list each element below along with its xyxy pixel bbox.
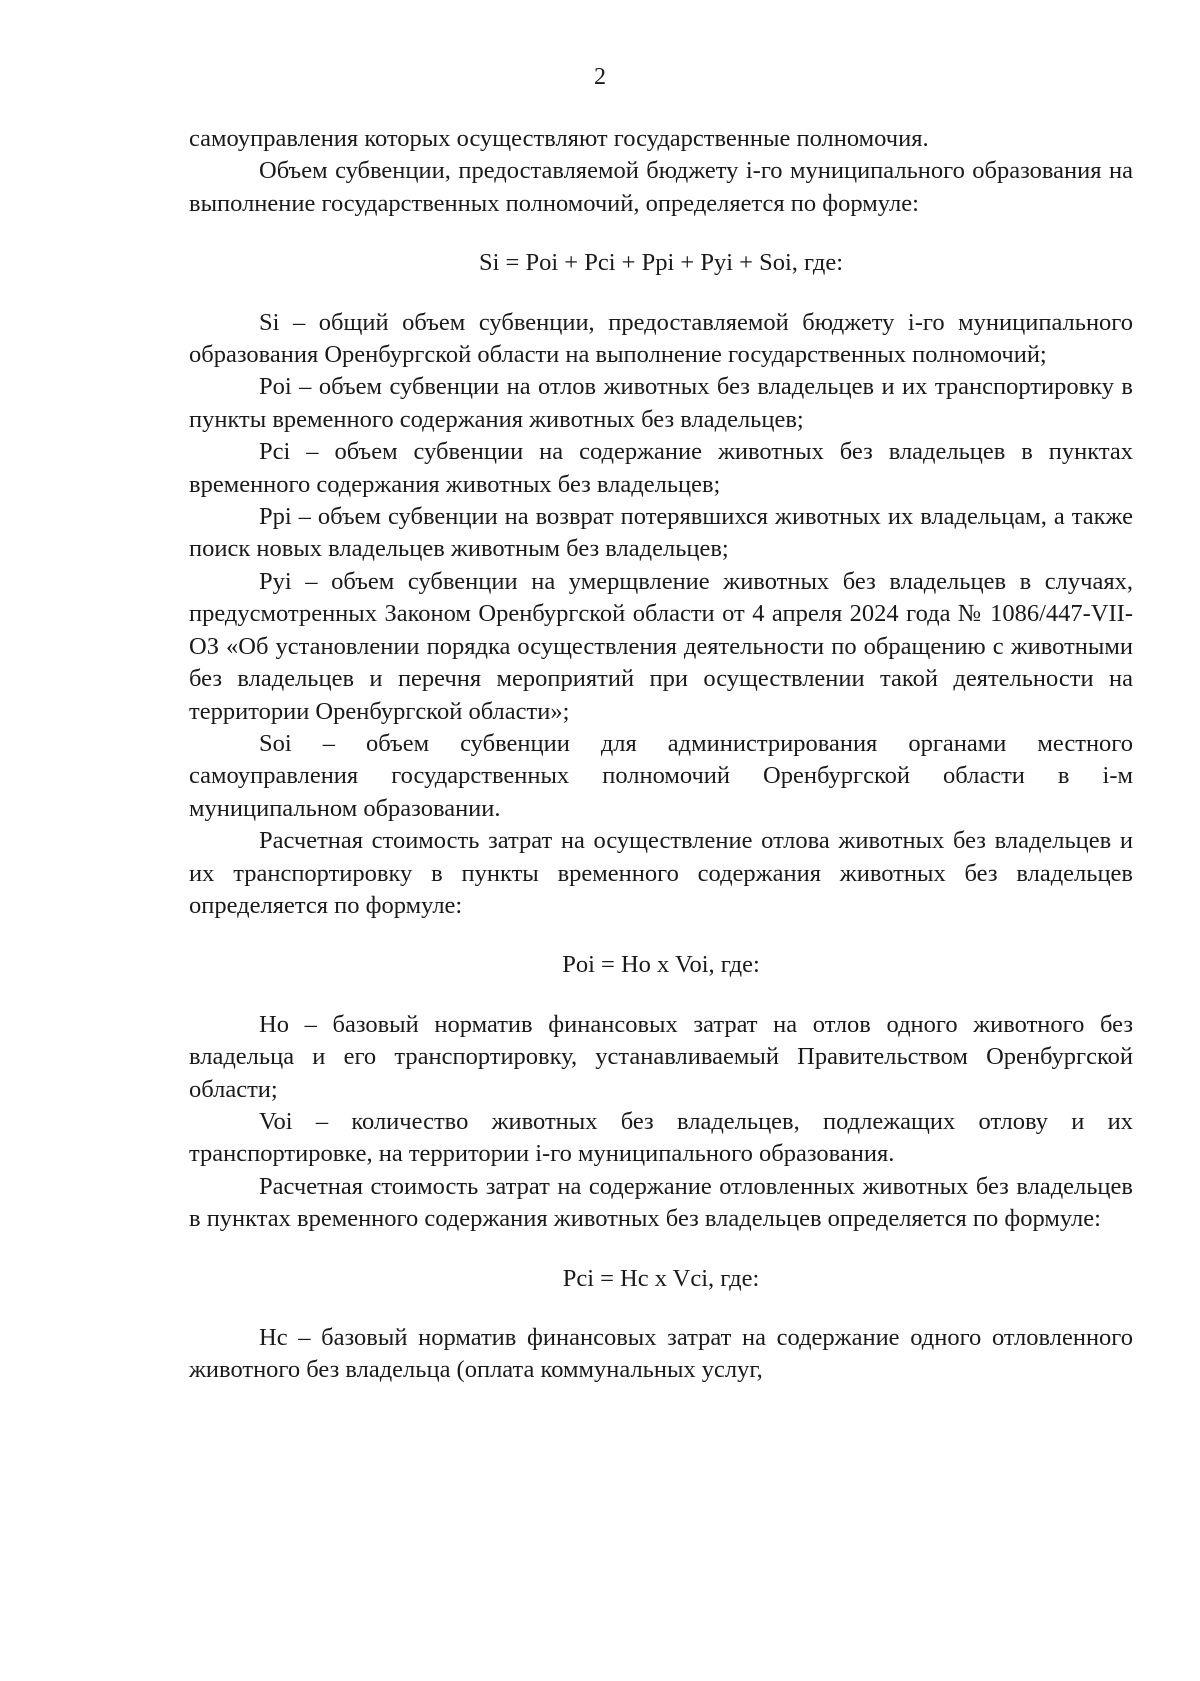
paragraph-keeping-cost-intro: Расчетная стоимость затрат на содержание отловленных животных без владельцев в пунктах временного содержания животных без владельцев определяется по формуле: xyxy=(189,1172,1133,1233)
definition-voi: Voi – количество животных без владельцев, подлежащих отлову и их транспортировке, на территории i-го муниципального образования. xyxy=(189,1107,1133,1168)
paragraph-capture-cost-intro: Расчетная стоимость затрат на осуществление отлова животных без владельцев и их транспортировку в пункты временного содержания животных без владельцев определяется по формуле: xyxy=(189,827,1133,919)
definition-ppi: Ppi – объем субвенции на возврат потерявшихся животных их владельцам, а также поиск новых владельцев животным без владельцев; xyxy=(189,503,1133,563)
formula-si: Si = Poi + Pci + Ppi + Pyi + Soi, где: xyxy=(478,249,844,277)
document-body xyxy=(189,123,1133,1387)
definition-hc: Hc – базовый норматив финансовых затрат на содержание одного отловленного животного без владельца (оплата коммунальных услуг, xyxy=(189,1324,1133,1384)
definition-ho: Ho – базовый норматив финансовых затрат на отлов одного животного без владельца и его транспортировку, устанавливаемый Правительством Оренбургской области; xyxy=(189,1010,1133,1103)
definition-soi: Soi – объем субвенции для администрирования органами местного самоуправления государственных полномочий Оренбургской области в i-м муниципальном образовании. xyxy=(189,729,1133,822)
definition-pci: Pci – объем субвенции на содержание животных без владельцев в пунктах временного содержания животных без владельцев; xyxy=(189,438,1133,498)
definition-pyi: Pyi – объем субвенции на умерщвление животных без владельцев в случаях, предусмотренных Законом Оренбургской области от 4 апреля 2024 года № 1086/447-VII-ОЗ «Об установлении порядка осуществления деятельности по обращению с животными без владельцев и перечня мероприятий при осуществлении такой деятельности на территории Оренбургской области»; xyxy=(189,567,1133,725)
paragraph-continuation: самоуправления которых осуществляют государственные полномочия. xyxy=(189,125,929,152)
paragraph-subsidy-volume-intro: Объем субвенции, предоставляемой бюджету i-го муниципального образования на выполнение государственных полномочий, определяется по формуле: xyxy=(189,157,1133,217)
definition-si: Si – общий объем субвенции, предоставляемой бюджету i-го муниципального образования Оренбургской области на выполнение государственных полномочий; xyxy=(189,308,1133,369)
definition-poi: Poi – объем субвенции на отлов животных без владельцев и их транспортировку в пункты временного содержания животных без владельцев; xyxy=(189,373,1133,433)
page-number: 2 xyxy=(594,64,606,90)
formula-pci: Pci = Hc x Vci, где: xyxy=(562,1264,760,1292)
formula-poi: Poi = Ho x Voi, где: xyxy=(562,951,760,979)
